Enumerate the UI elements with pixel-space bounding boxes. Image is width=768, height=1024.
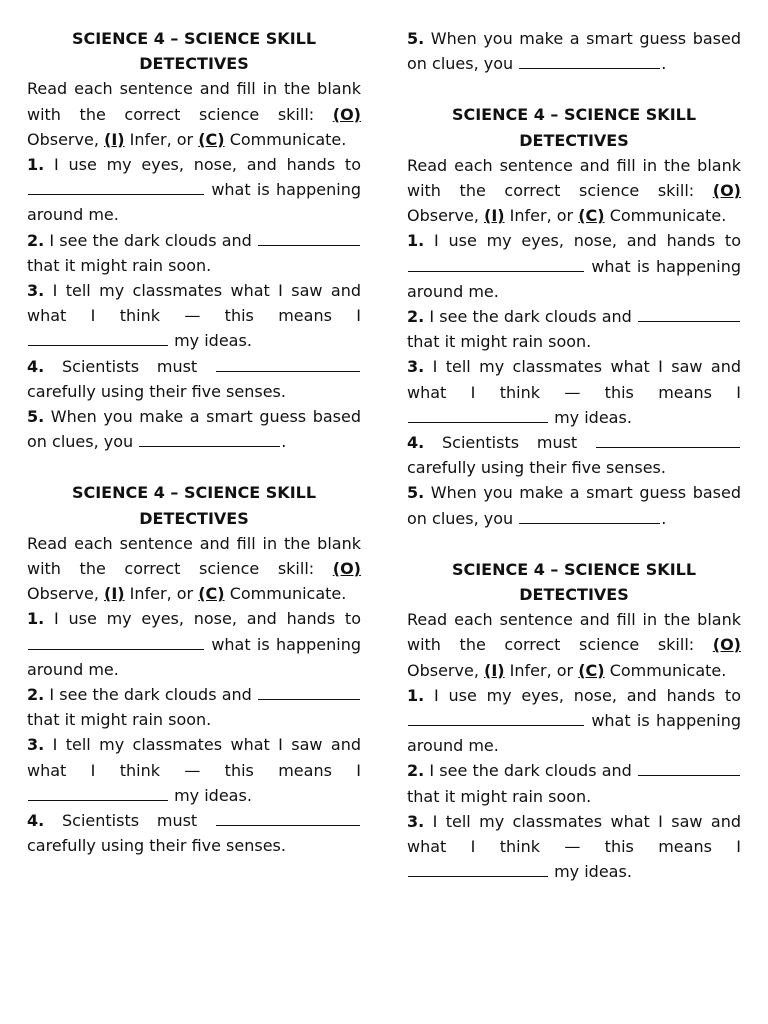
worksheet-block xyxy=(27,26,361,454)
question-5: 5. When you make a smart guess based on clues, you . xyxy=(27,407,361,452)
answer-blank[interactable] xyxy=(596,446,740,448)
skill-code-observe: (O) xyxy=(332,104,361,124)
question-2: 2. I see the dark clouds and that it might rain soon. xyxy=(27,228,361,278)
answer-blank[interactable] xyxy=(519,522,660,524)
worksheet-block xyxy=(407,557,741,885)
answer-blank[interactable] xyxy=(638,774,740,776)
skill-code-communicate: (C) xyxy=(198,129,225,149)
question-3: 3. I tell my classmates what I saw and what I think — this means I my ideas. xyxy=(27,735,361,805)
worksheet-title: SCIENCE 4 – SCIENCE SKILL DETECTIVES xyxy=(71,483,317,528)
answer-blank[interactable] xyxy=(408,724,584,726)
instructions: Read each sentence and fill in the blank with the correct science skill: (O) Observe, (I) Infer, or (C) Communicate. xyxy=(407,155,741,226)
question-1: 1. I use my eyes, nose, and hands to what is happening around me. xyxy=(27,155,361,225)
question-3: 3. I tell my classmates what I saw and what I think — this means I my ideas. xyxy=(407,357,741,427)
worksheet-continuation xyxy=(407,26,741,76)
worksheet-title: SCIENCE 4 – SCIENCE SKILL DETECTIVES xyxy=(451,105,697,150)
answer-blank[interactable] xyxy=(28,344,168,346)
worksheet-title: SCIENCE 4 – SCIENCE SKILL DETECTIVES xyxy=(451,559,697,605)
instructions: Read each sentence and fill in the blank with the correct science skill: (O) Observe, (I) Infer, or (C) Communicate. xyxy=(27,79,361,149)
worksheet-block xyxy=(407,102,741,530)
question-2: 2. I see the dark clouds and that it might rain soon. xyxy=(407,304,741,354)
question-4: 4. Scientists must carefully using their five senses. xyxy=(27,354,361,404)
skill-code-observe: (O) xyxy=(712,635,741,655)
skill-code-communicate: (C) xyxy=(578,660,605,680)
answer-blank[interactable] xyxy=(638,320,740,322)
worksheet-title: SCIENCE 4 – SCIENCE SKILL DETECTIVES xyxy=(71,29,317,74)
question-4: 4. Scientists must carefully using their five senses. xyxy=(27,808,361,858)
answer-blank[interactable] xyxy=(28,648,204,650)
answer-blank[interactable] xyxy=(258,244,360,246)
question-2: 2. I see the dark clouds and that it might rain soon. xyxy=(407,758,741,808)
answer-blank[interactable] xyxy=(28,193,204,195)
skill-code-observe: (O) xyxy=(332,559,361,579)
instructions: Read each sentence and fill in the blank with the correct science skill: (O) Observe, (I) Infer, or (C) Communicate. xyxy=(27,533,361,604)
answer-blank[interactable] xyxy=(139,445,280,447)
skill-code-infer: (I) xyxy=(484,660,505,680)
answer-blank[interactable] xyxy=(519,67,660,69)
answer-blank[interactable] xyxy=(408,875,548,877)
answer-blank[interactable] xyxy=(216,370,360,372)
question-1: 1. I use my eyes, nose, and hands to what is happening around me. xyxy=(27,609,361,679)
answer-blank[interactable] xyxy=(216,824,360,826)
question-3: 3. I tell my classmates what I saw and what I think — this means I my ideas. xyxy=(407,811,741,882)
answer-blank[interactable] xyxy=(258,698,360,700)
worksheet-block xyxy=(27,480,361,858)
question-5: 5. When you make a smart guess based on clues, you . xyxy=(407,483,741,528)
question-2: 2. I see the dark clouds and that it might rain soon. xyxy=(27,682,361,732)
skill-code-communicate: (C) xyxy=(578,206,605,226)
left-column xyxy=(27,26,361,859)
answer-blank[interactable] xyxy=(28,799,168,801)
answer-blank[interactable] xyxy=(408,270,584,272)
question-4: 4. Scientists must carefully using their five senses. xyxy=(407,430,741,480)
skill-code-infer: (I) xyxy=(484,206,505,226)
question-5: 5. When you make a smart guess based on clues, you . xyxy=(407,29,741,74)
question-1: 1. I use my eyes, nose, and hands to what is happening around me. xyxy=(407,685,741,756)
instructions: Read each sentence and fill in the blank with the correct science skill: (O) Observe, (I) Infer, or (C) Communicate. xyxy=(407,610,741,680)
question-3: 3. I tell my classmates what I saw and what I think — this means I my ideas. xyxy=(27,281,361,351)
skill-code-communicate: (C) xyxy=(198,584,225,604)
question-1: 1. I use my eyes, nose, and hands to what is happening around me. xyxy=(407,231,741,301)
skill-code-observe: (O) xyxy=(712,181,741,201)
right-column xyxy=(407,26,741,885)
answer-blank[interactable] xyxy=(408,421,548,423)
skill-code-infer: (I) xyxy=(104,129,125,149)
skill-code-infer: (I) xyxy=(104,584,125,604)
